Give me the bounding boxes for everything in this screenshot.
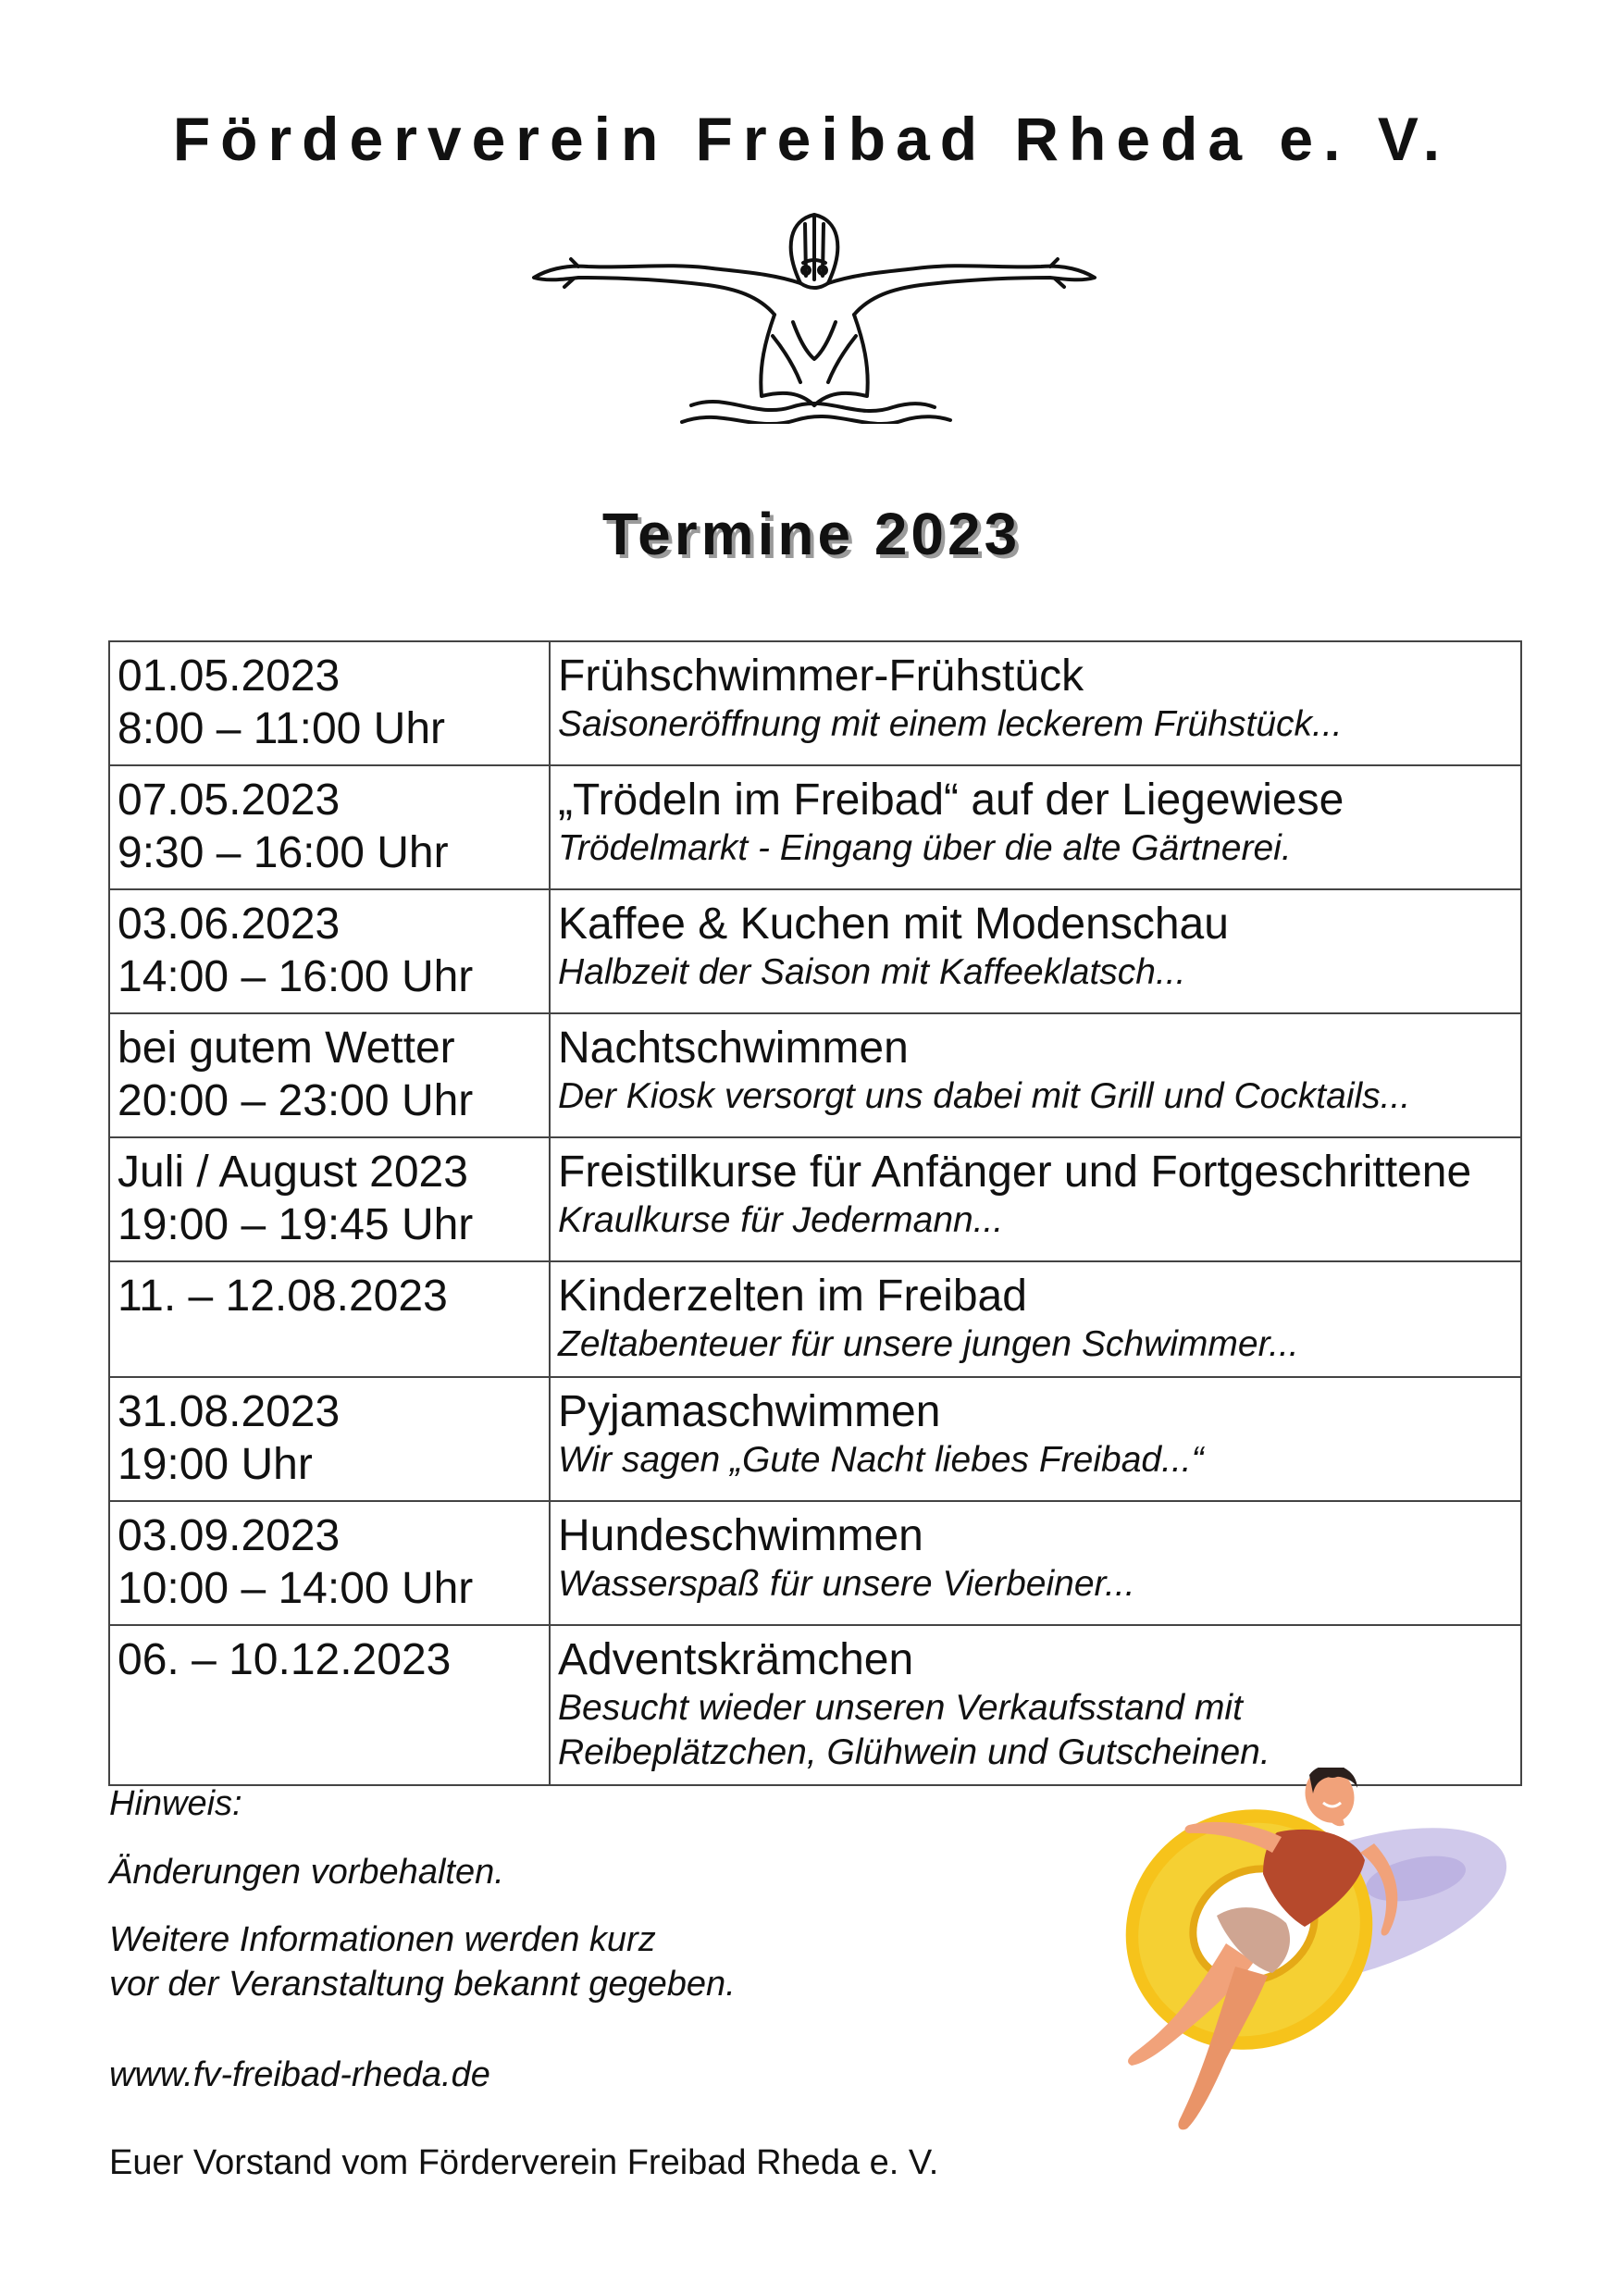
event-description: Kraulkurse für Jedermann... xyxy=(558,1200,1004,1240)
event-when xyxy=(109,1137,550,1261)
event-what xyxy=(550,1501,1521,1625)
table-row xyxy=(109,1625,1521,1785)
event-time: 10:00 – 14:00 Uhr xyxy=(118,1564,474,1613)
event-title: Kaffee & Kuchen mit Modenschau xyxy=(558,900,1229,949)
info-text xyxy=(109,1917,736,2006)
info-line: Weitere Informationen werden kurz xyxy=(109,1920,656,1959)
event-description: Reibeplätzchen, Glühwein und Gutscheinen. xyxy=(558,1732,1270,1772)
event-when xyxy=(109,1013,550,1137)
event-time: 14:00 – 16:00 Uhr xyxy=(118,952,474,1001)
event-when xyxy=(109,1625,550,1785)
event-title: Hundeschwimmen xyxy=(558,1511,923,1560)
event-time: 8:00 – 11:00 Uhr xyxy=(118,704,446,753)
events-table xyxy=(108,640,1522,1786)
signature: Euer Vorstand vom Förderverein Freibad Rheda e. V. xyxy=(109,2143,939,2182)
event-date: 31.08.2023 xyxy=(118,1387,341,1436)
event-when xyxy=(109,1261,550,1377)
change-notice: Änderungen vorbehalten. xyxy=(109,1853,504,1892)
event-title: Adventskrämchen xyxy=(558,1635,914,1684)
event-title: Pyjamaschwimmen xyxy=(558,1387,941,1436)
table-row xyxy=(109,1261,1521,1377)
event-description: Der Kiosk versorgt uns dabei mit Grill und Cocktails... xyxy=(558,1076,1411,1116)
event-description: Wir sagen „Gute Nacht liebes Freibad...“ xyxy=(558,1440,1204,1480)
website-link[interactable]: www.fv-freibad-rheda.de xyxy=(109,2055,490,2094)
event-what xyxy=(550,1137,1521,1261)
event-when xyxy=(109,889,550,1013)
event-date: 03.09.2023 xyxy=(118,1511,341,1560)
event-title: Nachtschwimmen xyxy=(558,1024,909,1073)
event-description: Besucht wieder unseren Verkaufsstand mit xyxy=(558,1688,1243,1728)
info-line: vor der Veranstaltung bekannt gegeben. xyxy=(109,1965,736,2004)
event-what xyxy=(550,1625,1521,1785)
swim-ring-girl-illustration-icon xyxy=(1087,1768,1550,2203)
event-title: Frühschwimmer-Frühstück xyxy=(558,652,1084,701)
event-description: Saisoneröffnung mit einem leckerem Frühstück... xyxy=(558,704,1343,744)
event-description: Wasserspaß für unsere Vierbeiner... xyxy=(558,1564,1135,1604)
event-title: Freistilkurse für Anfänger und Fortgeschrittene xyxy=(558,1148,1472,1197)
event-date: 01.05.2023 xyxy=(118,652,341,701)
event-what xyxy=(550,1013,1521,1137)
event-title: Kinderzelten im Freibad xyxy=(558,1272,1027,1321)
event-description: Halbzeit der Saison mit Kaffeeklatsch... xyxy=(558,952,1186,992)
event-when xyxy=(109,641,550,765)
event-when xyxy=(109,1377,550,1501)
event-what xyxy=(550,641,1521,765)
event-date: 07.05.2023 xyxy=(118,776,341,825)
event-date: Juli / August 2023 xyxy=(118,1148,468,1197)
hint-label: Hinweis: xyxy=(109,1784,242,1823)
event-date: 06. – 10.12.2023 xyxy=(118,1635,452,1684)
event-time: 9:30 – 16:00 Uhr xyxy=(118,828,449,877)
event-description: Trödelmarkt - Eingang über die alte Gärtnerei. xyxy=(558,828,1292,868)
page-title: Termine 2023 xyxy=(601,501,1022,567)
table-row xyxy=(109,1013,1521,1137)
event-date: bei gutem Wetter xyxy=(118,1024,455,1073)
event-description: Zeltabenteuer für unsere jungen Schwimmer... xyxy=(558,1324,1299,1364)
organization-title: Förderverein Freibad Rheda e. V. xyxy=(172,105,1451,173)
event-time: 19:00 Uhr xyxy=(118,1440,313,1489)
event-when xyxy=(109,765,550,889)
table-row xyxy=(109,641,1521,765)
event-time: 19:00 – 19:45 Uhr xyxy=(118,1200,474,1249)
event-what xyxy=(550,1261,1521,1377)
event-title: „Trödeln im Freibad“ auf der Liegewiese xyxy=(558,776,1344,825)
table-row xyxy=(109,1377,1521,1501)
butterfly-swimmer-logo-icon xyxy=(523,211,1106,424)
table-row xyxy=(109,1501,1521,1625)
event-what xyxy=(550,1377,1521,1501)
table-row xyxy=(109,765,1521,889)
event-what xyxy=(550,889,1521,1013)
event-what xyxy=(550,765,1521,889)
event-date: 03.06.2023 xyxy=(118,900,341,949)
event-date: 11. – 12.08.2023 xyxy=(118,1272,448,1321)
table-row xyxy=(109,889,1521,1013)
event-when xyxy=(109,1501,550,1625)
event-time: 20:00 – 23:00 Uhr xyxy=(118,1076,474,1125)
table-row xyxy=(109,1137,1521,1261)
